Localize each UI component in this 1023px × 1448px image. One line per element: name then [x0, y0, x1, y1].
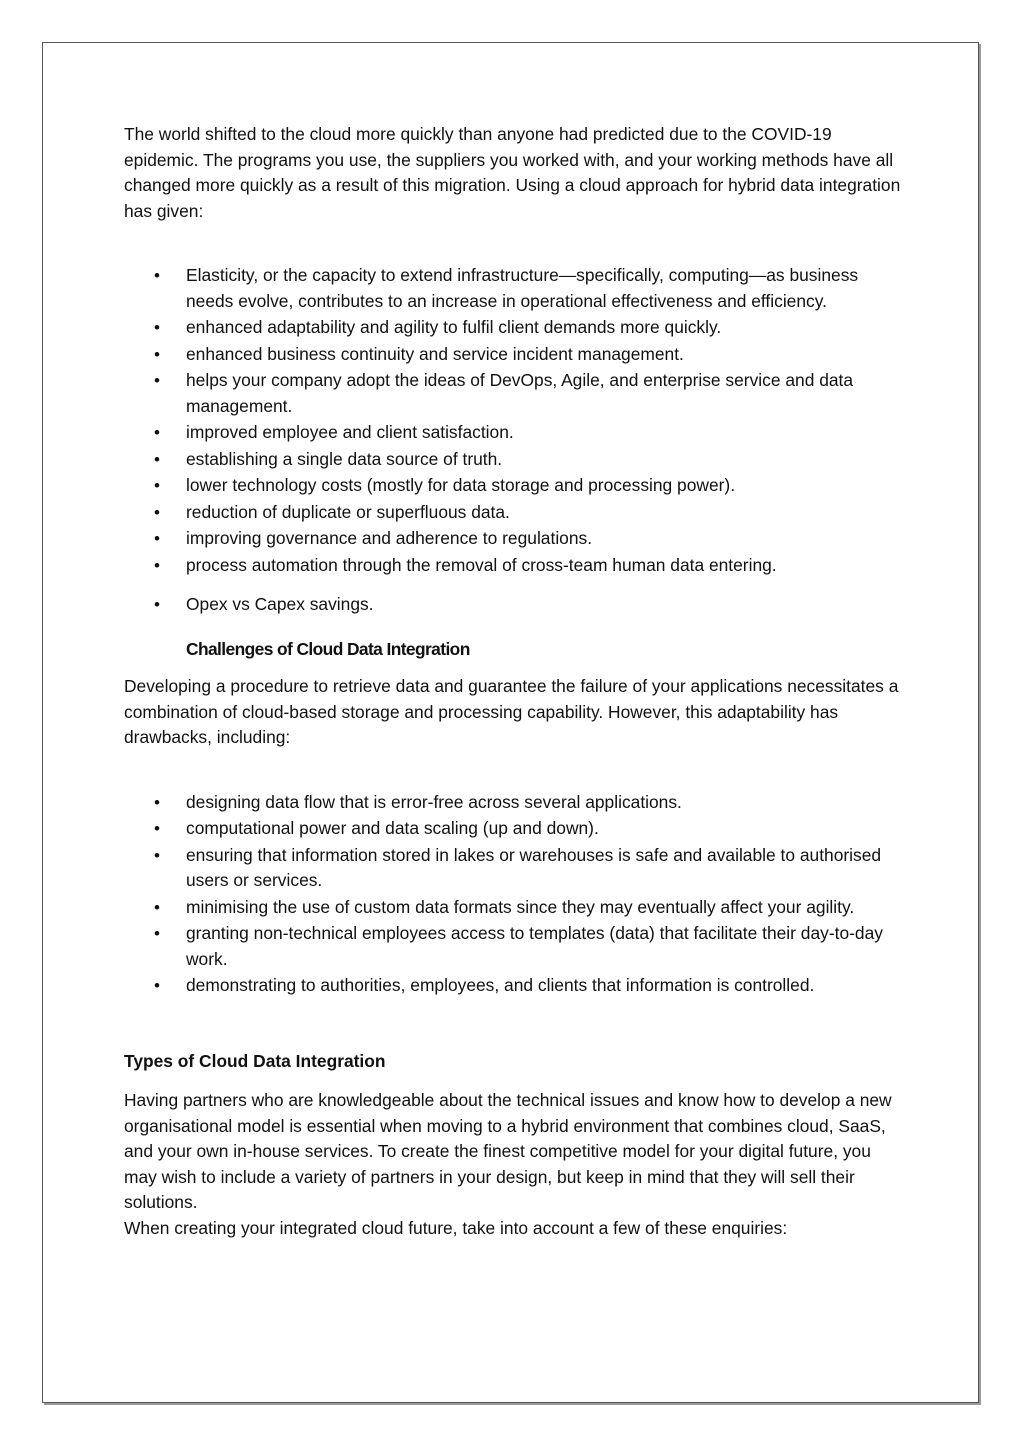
- list-item: • computational power and data scaling (up and down).: [124, 816, 904, 842]
- list-item: • minimising the use of custom data formats since they may eventually affect your agility.: [124, 895, 904, 921]
- list-item: • improving governance and adherence to regulations.: [124, 526, 904, 552]
- list-item: • establishing a single data source of truth.: [124, 447, 904, 473]
- list-item: • enhanced business continuity and service incident management.: [124, 342, 904, 368]
- list-item: • helps your company adopt the ideas of DevOps, Agile, and enterprise service and data management.: [124, 368, 904, 419]
- list-item: • Elasticity, or the capacity to extend infrastructure—specifically, computing—as business needs evolve, contributes to an increase in operational effectiveness and efficiency.: [124, 263, 904, 314]
- list-item: • designing data flow that is error-free across several applications.: [124, 790, 904, 816]
- document-body: [124, 122, 904, 1241]
- types-paragraph: Having partners who are knowledgeable about the technical issues and know how to develop a new organisational model is essential when moving to a hybrid environment that combines cloud, SaaS, and your own in-house services. To create the finest competitive model for your digital future, you may wish to include a variety of partners in your design, but keep in mind that they will sell their solutions.: [124, 1090, 892, 1212]
- intro-paragraph: The world shifted to the cloud more quickly than anyone had predicted due to the COVID-19 epidemic. The programs you use, the suppliers you worked with, and your working methods have all changed more quickly as a result of this migration. Using a cloud approach for hybrid data integration has given:: [124, 124, 901, 221]
- types-paragraph-2: When creating your integrated cloud future, take into account a few of these enquiries:: [124, 1217, 788, 1238]
- types-heading: Types of Cloud Data Integration: [124, 1050, 386, 1071]
- challenges-intro-paragraph: Developing a procedure to retrieve data and guarantee the failure of your applications necessitates a combination of cloud-based storage and processing capability. However, this adaptability has drawbacks, including:: [124, 676, 899, 747]
- list-item: • Opex vs Capex savings.: [124, 592, 904, 618]
- list-item: • demonstrating to authorities, employees, and clients that information is controlled.: [124, 973, 904, 999]
- list-item: • lower technology costs (mostly for data storage and processing power).: [124, 473, 904, 499]
- benefits-list: [124, 263, 904, 618]
- list-item: • process automation through the removal of cross-team human data entering.: [124, 553, 904, 579]
- list-item: • granting non-technical employees access to templates (data) that facilitate their day-to-day work.: [124, 921, 904, 972]
- list-item: • reduction of duplicate or superfluous data.: [124, 500, 904, 526]
- list-item: • ensuring that information stored in lakes or warehouses is safe and available to authorised users or services.: [124, 843, 904, 894]
- list-item: • enhanced adaptability and agility to fulfil client demands more quickly.: [124, 315, 904, 341]
- list-item: • improved employee and client satisfaction.: [124, 420, 904, 446]
- challenges-heading: Challenges of Cloud Data Integration: [186, 638, 470, 659]
- challenges-list: [124, 790, 904, 999]
